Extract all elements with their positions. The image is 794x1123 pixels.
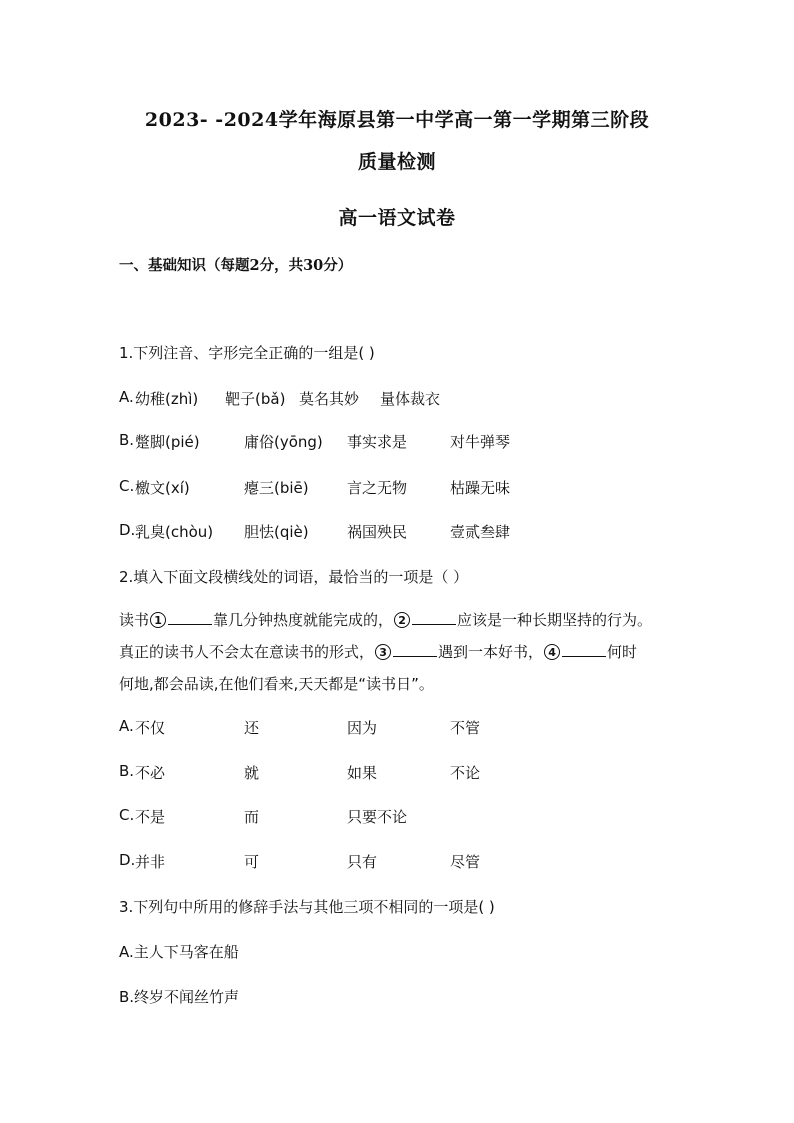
option-cell: 枯躁无味 xyxy=(450,479,511,497)
option-cell: 事实求是 xyxy=(347,433,408,451)
passage-text: 读书 xyxy=(119,611,150,629)
section-heading: 一、基础知识（每题2分，共30分） xyxy=(119,257,353,274)
option-letter: A. xyxy=(119,717,134,735)
option-cell: 靶子(bǎ) xyxy=(225,390,286,408)
option-cell: 对牛弹琴 xyxy=(450,433,511,451)
question-2-stem: 2.填入下面文段横线处的词语，最恰当的一项是（ ） xyxy=(119,568,469,586)
option-cell: 可 xyxy=(244,853,260,871)
option-cell: 不论 xyxy=(450,764,481,782)
option-cell: 因为 xyxy=(347,719,378,737)
passage-text: 真正的读书人不会太在意读书的形式， xyxy=(119,643,375,661)
option-cell: 祸国殃民 xyxy=(347,523,408,541)
question-2-passage-line1 xyxy=(119,609,652,630)
option-cell: 不仅 xyxy=(135,719,166,737)
option-letter: D. xyxy=(119,851,136,869)
option-letter: B. xyxy=(119,431,135,449)
option-cell: 幼稚(zhì) xyxy=(135,390,199,408)
option-cell: 胆怯(qiè) xyxy=(244,523,309,541)
question-3-option-b: B.终岁不闻丝竹声 xyxy=(119,988,240,1006)
exam-title-line2: 质量检测 xyxy=(357,151,436,173)
option-cell: 蹩脚(pié) xyxy=(135,433,200,451)
option-cell: 还 xyxy=(244,719,260,737)
passage-text: 遇到一本好书， xyxy=(438,643,544,661)
circled-number-4: 4 xyxy=(544,644,560,660)
option-cell: 而 xyxy=(244,808,260,826)
passage-text: 靠几分钟热度就能完成的， xyxy=(213,611,394,629)
option-cell: 瘪三(biē) xyxy=(244,479,309,497)
option-cell: 量体裁衣 xyxy=(380,390,441,408)
passage-text: 应该是一种长期坚持的行为。 xyxy=(457,611,653,629)
option-cell: 乳臭(chòu) xyxy=(135,523,214,541)
question-3-stem: 3.下列句中所用的修辞手法与其他三项不相同的一项是( ) xyxy=(119,898,495,916)
exam-title-line1: 2023- -2024学年海原县第一中学高一第一学期第三阶段 xyxy=(144,109,650,131)
option-letter: C. xyxy=(119,806,135,824)
option-cell: 庸俗(yōng) xyxy=(244,433,323,451)
option-cell: 只要不论 xyxy=(347,808,408,826)
option-cell: 檄文(xí) xyxy=(135,479,190,497)
option-letter: B. xyxy=(119,762,135,780)
fill-blank-3 xyxy=(393,642,437,657)
question-2-passage-line2 xyxy=(119,641,637,662)
option-letter: D. xyxy=(119,521,136,539)
option-letter: C. xyxy=(119,477,135,495)
option-cell: 莫名其妙 xyxy=(299,390,360,408)
option-cell: 不必 xyxy=(135,764,166,782)
option-cell: 壹贰叁肆 xyxy=(450,523,511,541)
option-cell: 只有 xyxy=(347,853,378,871)
question-1-stem: 1.下列注音、字形完全正确的一组是( ) xyxy=(119,344,375,362)
question-2-passage-line3: 何地,都会品读,在他们看来,天天都是“读书日”。 xyxy=(119,675,434,693)
option-cell: 不管 xyxy=(450,719,481,737)
circled-number-1: 1 xyxy=(150,612,166,628)
fill-blank-4 xyxy=(562,642,606,657)
option-cell: 尽管 xyxy=(450,853,481,871)
exam-subtitle: 高一语文试卷 xyxy=(338,207,456,229)
option-cell: 不是 xyxy=(135,808,166,826)
circled-number-3: 3 xyxy=(375,644,391,660)
option-cell: 言之无物 xyxy=(347,479,408,497)
passage-text: 何时 xyxy=(607,643,638,661)
option-cell: 并非 xyxy=(135,853,166,871)
fill-blank-1 xyxy=(168,610,212,625)
option-letter: A. xyxy=(119,388,134,406)
option-cell: 如果 xyxy=(347,764,378,782)
option-cell: 就 xyxy=(244,764,260,782)
fill-blank-2 xyxy=(412,610,456,625)
circled-number-2: 2 xyxy=(394,612,410,628)
question-3-option-a: A.主人下马客在船 xyxy=(119,943,239,961)
